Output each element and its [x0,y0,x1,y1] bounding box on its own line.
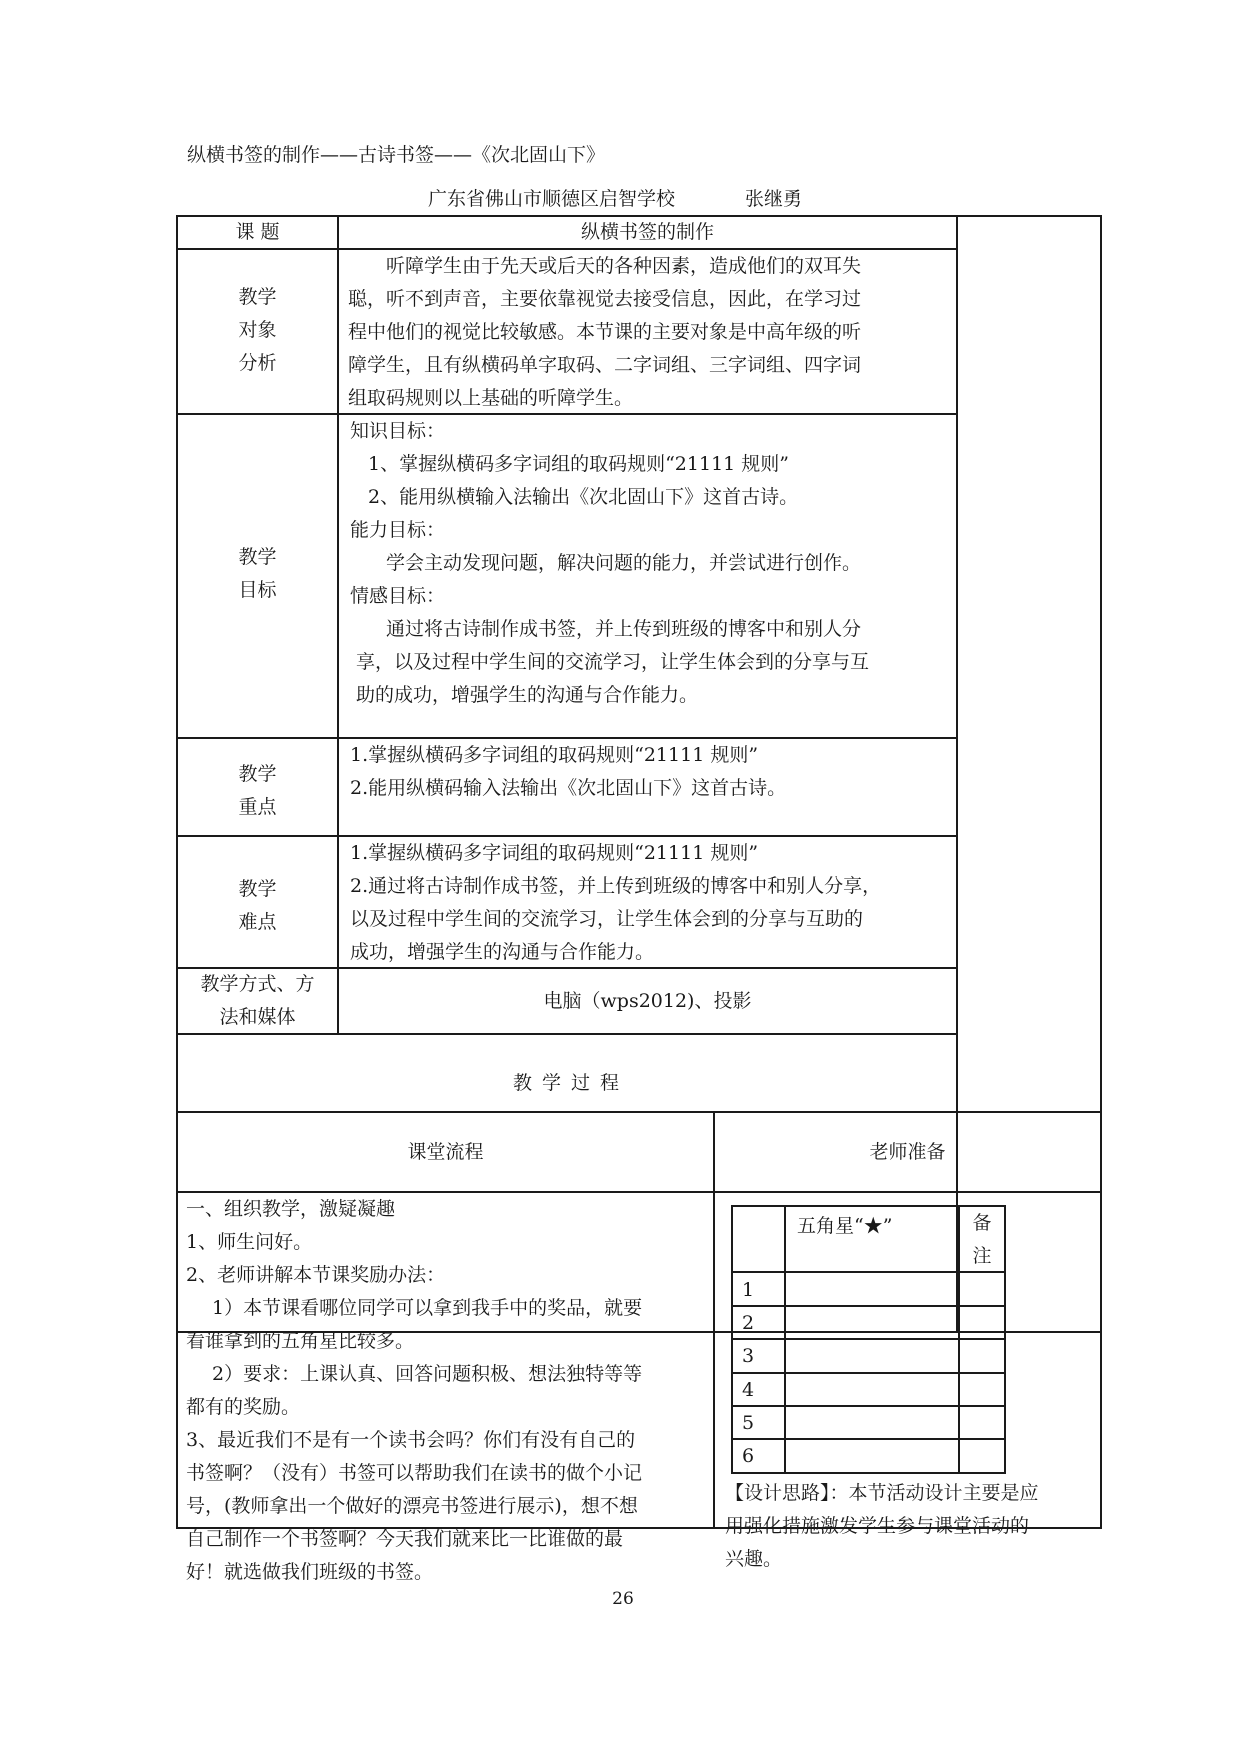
design-note: 【设计思路】：本节活动设计主要是应 用强化措施激发学生参与课堂活动的 兴趣。 [725,1482,1039,1570]
methods-value: 电脑（wps2012)、投影 [543,989,752,1012]
audience-analysis-text: 听障学生由于先天或后天的各种因素，造成他们的双耳失 聪，听不到声音，主要依靠视觉去接受信息，因此，在学习过 程中他们的视觉比较敏感。本节课的主要对象是中高年级的听 障学生，且有纵横码单字取码、二字词组、三字词组、四字词 组取码规则以上基础的听障学生。 [348,255,862,409]
key-points-label: 教学 重点 [238,763,277,818]
author-name: 张继勇 [745,188,803,210]
key-points-text: 1.掌握纵横码多字词组的取码规则“21111 规则” 2.能用纵横码输入法输出《次北固山下》这首古诗。 [350,744,787,799]
topic-value: 纵横书签的制作 [580,221,714,243]
row-number: 3 [742,1345,755,1367]
page-number: 26 [612,1589,634,1609]
row-number: 2 [742,1312,755,1334]
audience-label: 教学 对象 分析 [238,286,277,374]
star-column-header: 五角星“★” [797,1215,893,1237]
teaching-process-title: 教 学 过 程 [512,1071,622,1094]
difficulties-label: 教学 难点 [238,878,277,933]
note-column-header: 备 注 [972,1212,992,1267]
document-title: 纵横书签的制作——古诗书签——《次北固山下》 [187,144,606,166]
topic-label: 课 题 [235,221,280,243]
class-flow-text: 一、组织教学，激疑凝趣 1、师生问好。 2、老师讲解本节课奖励办法： 1）本节课看哪位同学可以拿到我手中的奖品，就要 看谁拿到的五角星比较多。 2）要求：上课认真、回答问题积极、想法独特等等 都有的奖励。 3、最近我们不是有一个读书会吗？你们有没有自己的 书签啊？（没有）书签可以帮助我们在读书的做个小记 号，(教师拿出一个做好的漂亮书签进行展示)，想不想 自己制作一个书签啊？今天我们就来比一比谁做的最 好！就选做我们班级的书签。 [186,1198,643,1583]
goals-label: 教学 目标 [238,546,277,601]
difficulties-text: 1.掌握纵横码多字词组的取码规则“21111 规则” 2.通过将古诗制作成书签，并上传到班级的博客中和别人分享， 以及过程中学生间的交流学习，让学生体会到的分享与互助的 成功，增强学生的沟通与合作能力。 [350,842,882,963]
row-number: 5 [742,1412,755,1434]
row-number: 6 [742,1445,755,1467]
row-number: 4 [742,1379,755,1401]
teacher-prep-header: 老师准备 [869,1140,946,1163]
row-number: 1 [742,1279,755,1301]
teaching-goals-text: 知识目标： 1、掌握纵横码多字词组的取码规则“21111 规则” 2、能用纵横输入法输出《次北固山下》这首古诗。 能力目标： 学会主动发现问题，解决问题的能力，并尝试进行创作。 情感目标： 通过将古诗制作成书签，并上传到班级的博客中和别人分 享，以及过程中学生间的交流学习，让学生体会到的分享与互 助的成功，增强学生的沟通与合作能力。 [350,420,870,706]
school-name: 广东省佛山市顺德区启智学校 [428,188,676,210]
methods-label: 教学方式、方 法和媒体 [200,973,315,1028]
flow-header: 课堂流程 [407,1140,484,1163]
